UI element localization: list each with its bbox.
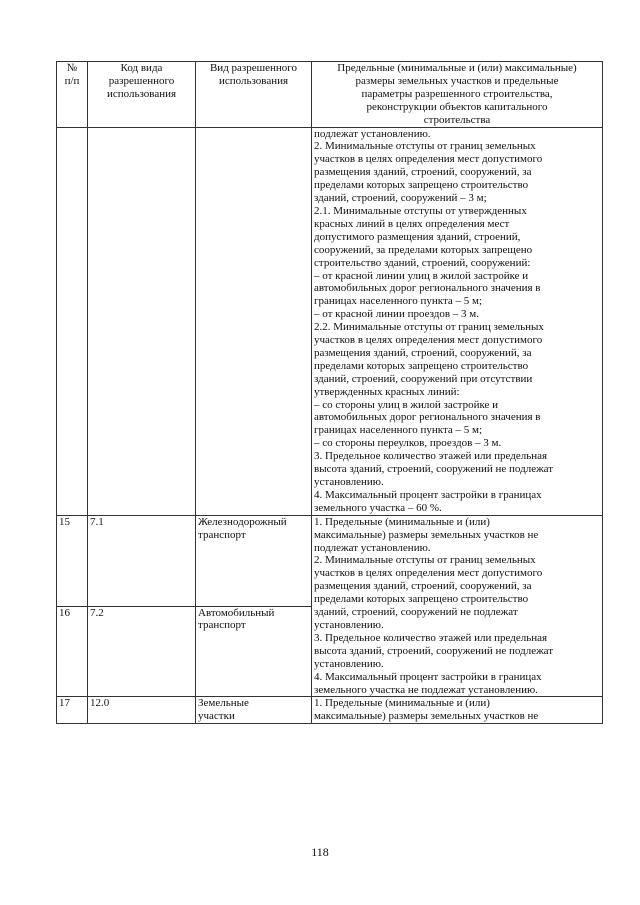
cell-code: 12.0 bbox=[88, 697, 196, 724]
header-parameters: Предельные (минимальные и (или) максимальные) размеры земельных участков и предельные параметры разрешенного строительства, реконструкции объектов капитального строительства bbox=[312, 62, 603, 128]
cell-code: 7.1 bbox=[88, 515, 196, 606]
cell-number bbox=[57, 127, 88, 515]
cell-use-type: Железнодорожный транспорт bbox=[196, 515, 312, 606]
cell-number: 16 bbox=[57, 606, 88, 697]
table-row bbox=[57, 697, 603, 724]
header-use-type: Вид разрешенного использования bbox=[196, 62, 312, 128]
cell-number: 15 bbox=[57, 515, 88, 606]
header-code: Код вида разрешенного использования bbox=[88, 62, 196, 128]
cell-number: 17 bbox=[57, 697, 88, 724]
page-number: 118 bbox=[311, 845, 329, 859]
land-use-table bbox=[56, 61, 603, 724]
cell-use-type: Автомобильный транспорт bbox=[196, 606, 312, 697]
table-row bbox=[57, 515, 603, 606]
cell-code: 7.2 bbox=[88, 606, 196, 697]
header-number: № п/п bbox=[57, 62, 88, 128]
cell-use-type: Земельные участки bbox=[196, 697, 312, 724]
cell-code bbox=[88, 127, 196, 515]
cell-parameters-shared: 1. Предельные (минимальные и (или) максимальные) размеры земельных участков не подлежат установлению. 2. Минимальные отступы от границ земельных участков в целях определения мест допустимого размещения зданий, строений, сооружений, за пределами которых запрещено строительство зданий, строений, сооружений не подлежат установлению. 3. Предельное количество этажей или предельная высота зданий, строений, сооружений не подлежат установлению. 4. Максимальный процент застройки в границах земельного участка не подлежат установлению. bbox=[312, 515, 603, 697]
cell-parameters: подлежат установлению. 2. Минимальные отступы от границ земельных участков в целях определения мест допустимого размещения зданий, строений, сооружений, за пределами которых запрещено строительство зданий, строений, сооружений – 3 м; 2.1. Минимальные отступы от утвержденных красных линий в целях определения мест допустимого размещения зданий, строений, сооружений, за пределами которых запрещено строительство зданий, строений, сооружений: – от красной линии улиц в жилой застройке и автомобильных дорог регионального значения в границах населенного пункта – 5 м; – от красной линии проездов – 3 м. 2.2. Минимальные отступы от границ земельных участков в целях определения мест допустимого размещения зданий, строений, сооружений, за пределами которых запрещено строительство зданий, строений, сооружений при отсутствии утвержденных красных линий: – со стороны улиц в жилой застройке и автомобильных дорог регионального значения в границах населенного пункта – 5 м; – со стороны переулков, проездов – 3 м. 3. Предельное количество этажей или предельная высота зданий, строений, сооружений не подлежат установлению. 4. Максимальный процент застройки в границах земельного участка – 60 %. bbox=[312, 127, 603, 515]
cell-use-type bbox=[196, 127, 312, 515]
table-row-continuation bbox=[57, 127, 603, 515]
table-header-row bbox=[57, 62, 603, 128]
cell-parameters: 1. Предельные (минимальные и (или) максимальные) размеры земельных участков не bbox=[312, 697, 603, 724]
